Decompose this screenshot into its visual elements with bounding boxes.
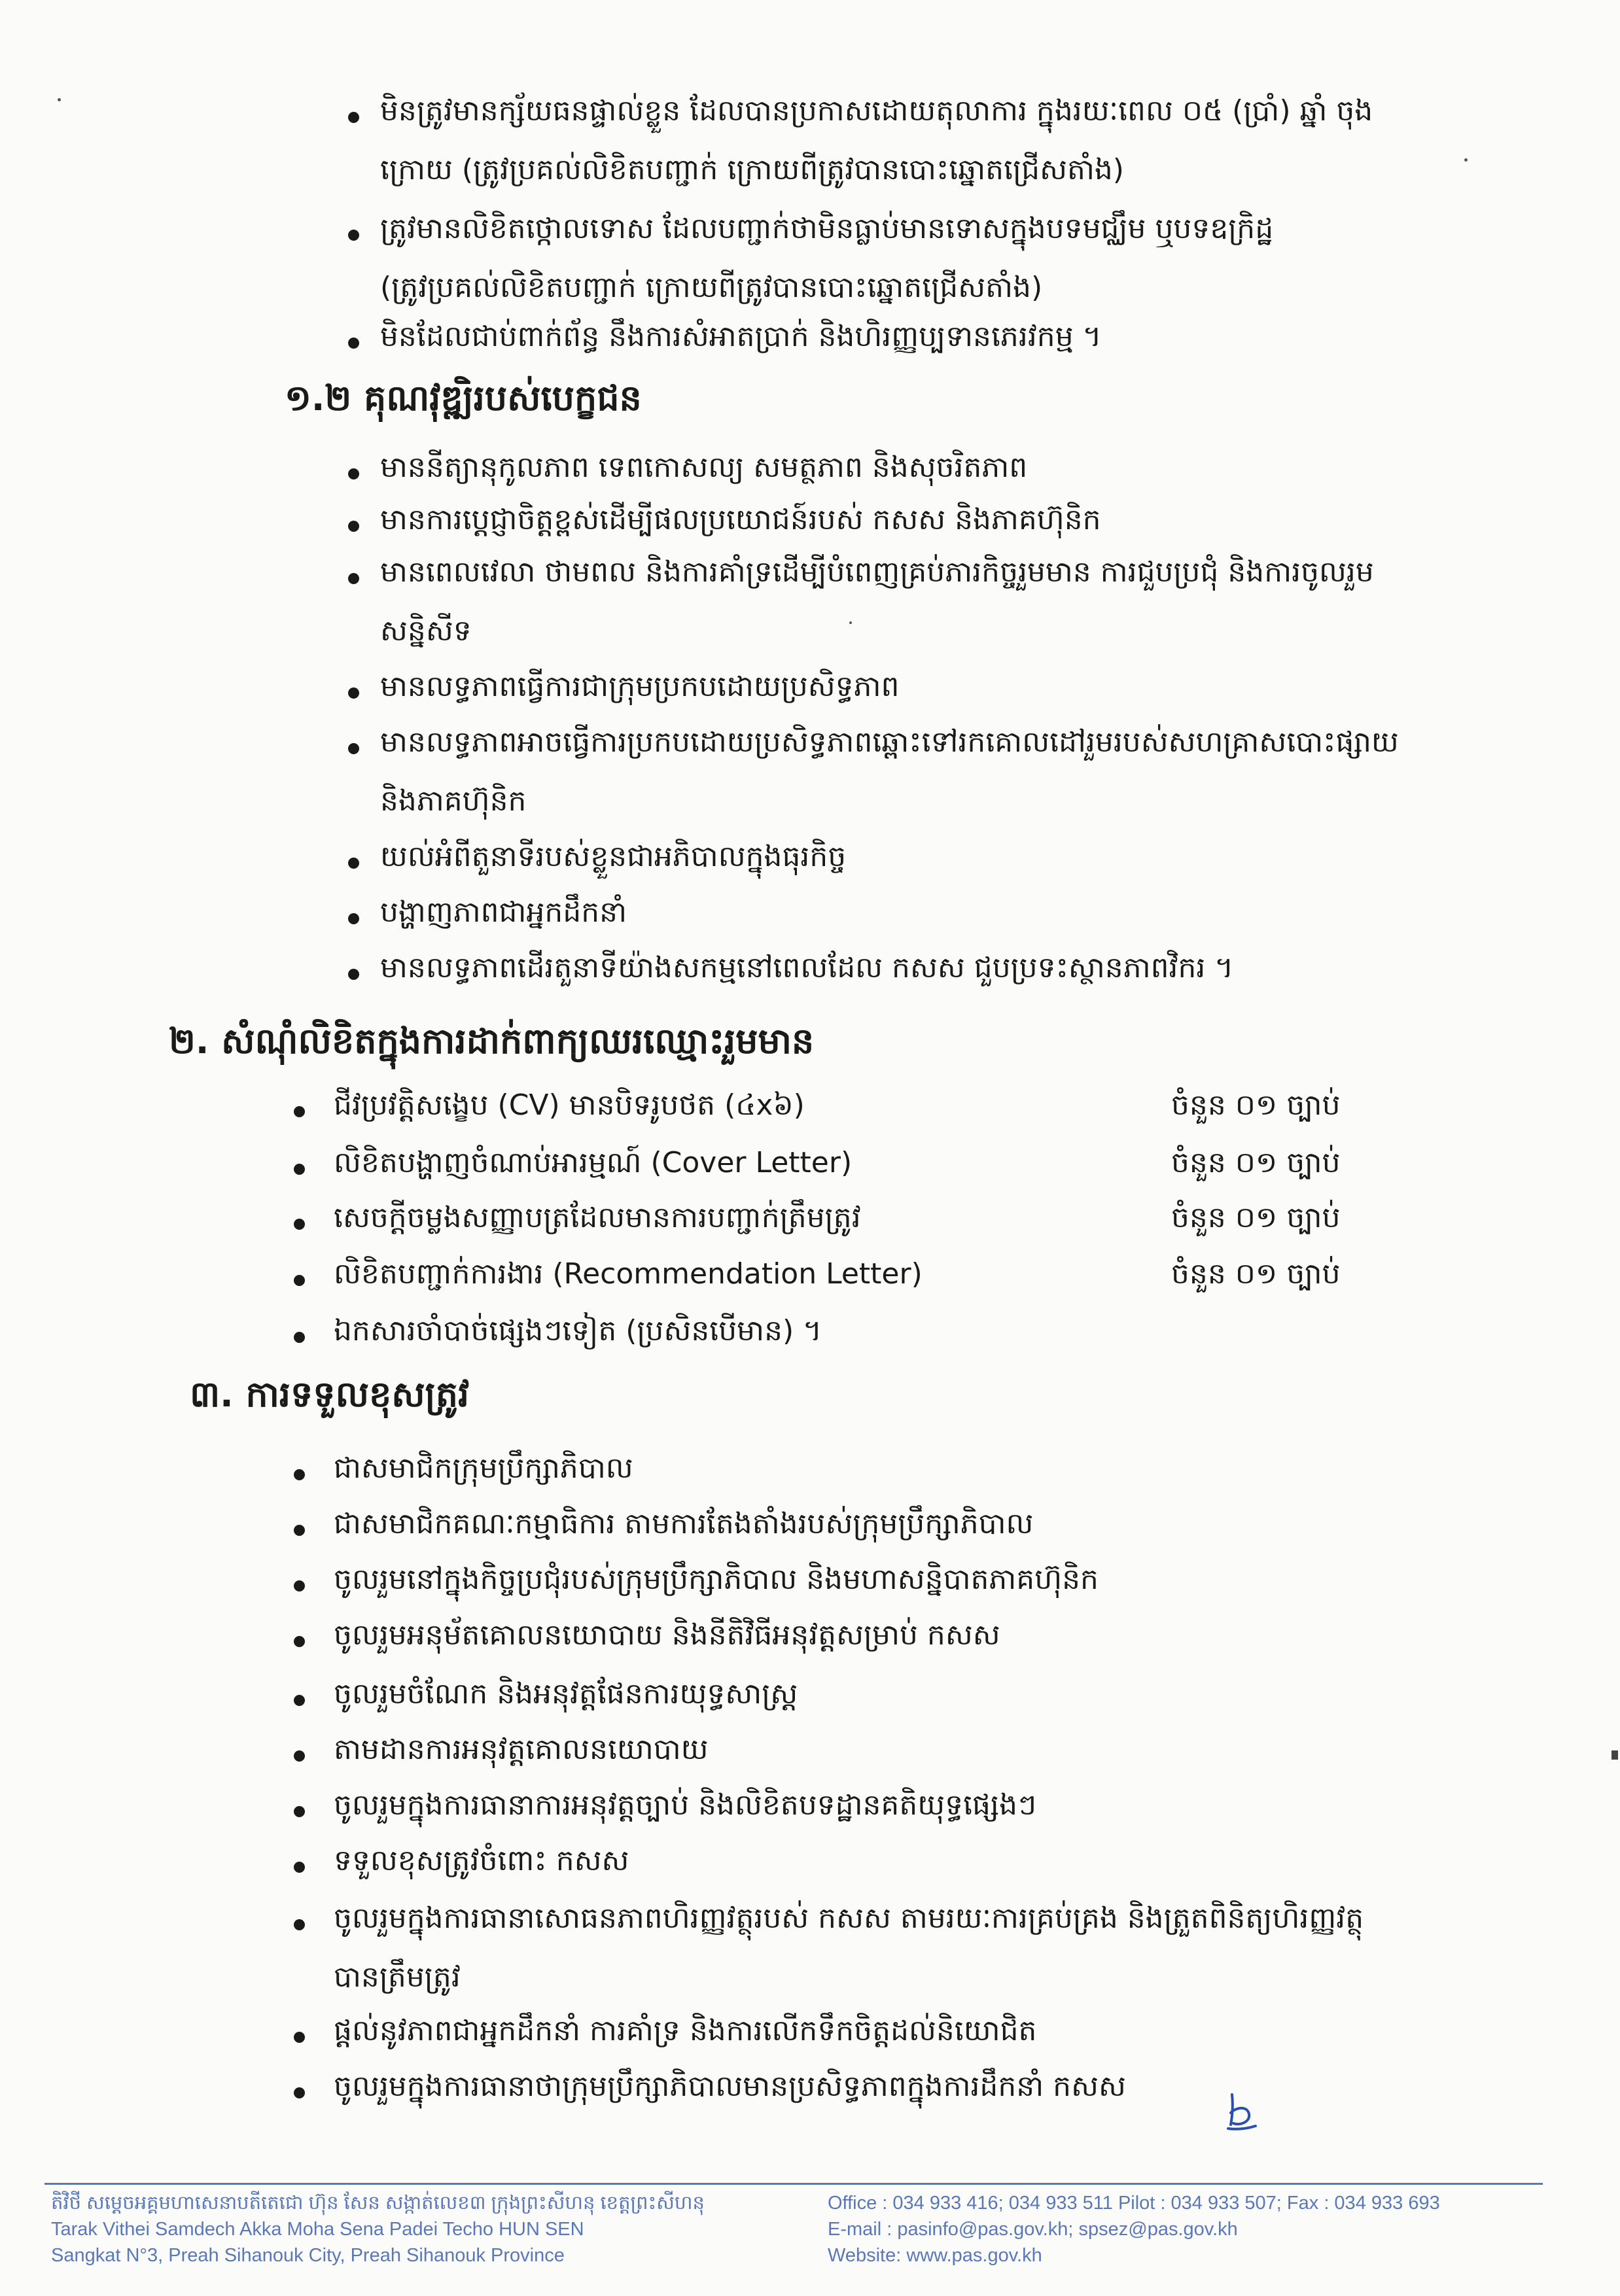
list-item-line: មិនដែលជាប់ពាក់ព័ន្ធ នឹងការសំអាតប្រាក់ និងហិរញ្ញប្បទានភេរវកម្ម ។: [380, 320, 1102, 353]
bullet-icon: [348, 521, 359, 532]
list-item-line: ជាសមាជិកក្រុមប្រឹក្សាភិបាល: [334, 1452, 633, 1485]
list-item-line: និងភាគហ៊ុនិក: [380, 784, 527, 818]
section-2-heading: ២. សំណុំលិខិតក្នុងការដាក់ពាក្យឈរឈ្មោះរួមមាន: [169, 1020, 815, 1062]
bullet-icon: [348, 230, 359, 241]
list-item-line: សន្និសីទ: [380, 614, 472, 648]
document-count: ចំនួន ០១ ច្បាប់: [1171, 1146, 1341, 1179]
list-item-line: លិខិតបង្ហាញចំណាប់អារម្មណ៍ (Cover Letter): [334, 1146, 853, 1179]
bullet-icon: [294, 1862, 305, 1873]
bullet-icon: [294, 2087, 305, 2098]
bullet-icon: [348, 913, 359, 924]
list-item-line: មិនត្រូវមានក្ស័យធនផ្ទាល់ខ្លួន ដែលបានប្រកាសដោយតុលាការ ក្នុងរយៈពេល ០៥ (ប្រាំ) ឆ្នាំ ចុង: [380, 94, 1373, 128]
bullet-icon: [348, 338, 359, 349]
footer-contact: [828, 2190, 1440, 2269]
list-item-line: សេចក្តីចម្លងសញ្ញាបត្រដែលមានការបញ្ជាក់ត្រឹមត្រូវ: [334, 1201, 861, 1234]
section-3-heading: ៣. ការទទួលខុសត្រូវ: [190, 1374, 470, 1415]
footer-address: [51, 2190, 705, 2269]
list-item-line: បានត្រឹមត្រូវ: [334, 1960, 461, 1994]
bullet-icon: [348, 573, 359, 584]
bullet-icon: [348, 969, 359, 980]
document-count: ចំនួន ០១ ច្បាប់: [1171, 1201, 1341, 1234]
list-item-line: យល់អំពីតួនាទីរបស់ខ្លួនជាអភិបាលក្នុងធុរកិច្ច: [380, 840, 847, 873]
scan-speck: [849, 621, 852, 624]
footer-address-khmer: តិវិថី សម្តេចអគ្គមហាសេនាបតីតេជោ ហ៊ុន សែន សង្កាត់លេខ៣ ក្រុងព្រះសីហនុ ខេត្តព្រះសីហនុ: [51, 2193, 705, 2214]
bullet-icon: [294, 1580, 305, 1592]
section-1-2-heading: ១.២ គុណវុឌ្ឍិរបស់បេក្ខជន: [285, 377, 642, 419]
scan-edge-mark: [1611, 1750, 1618, 1760]
list-item-line: មានលទ្ធភាពដើរតួនាទីយ៉ាងសកម្មនៅពេលដែល កសស ជួបប្រទះស្ថានភាពវិករ ។: [380, 951, 1234, 984]
bullet-icon: [348, 112, 359, 123]
list-item-line: ចូលរួមចំណែក និងអនុវត្តផែនការយុទ្ធសាស្ត្រ: [334, 1677, 798, 1711]
footer-website: Website: www.pas.gov.kh: [828, 2245, 1042, 2266]
list-item-line: មានលទ្ធភាពធ្វើការជាក្រុមប្រកបដោយប្រសិទ្ធភាព: [380, 670, 900, 703]
footer-address-line-1: Tarak Vithei Samdech Akka Moha Sena Padei Techo HUN SEN: [51, 2219, 584, 2240]
list-item-line: មាននីត្យានុកូលភាព ទេពកោសល្យ សមត្ថភាព និងសុចរិតភាព: [380, 451, 1028, 484]
bullet-icon: [348, 468, 359, 479]
list-item-line: ចូលរួមក្នុងការធានាថាក្រុមប្រឹក្សាភិបាលមានប្រសិទ្ធភាពក្នុងការដឹកនាំ កសស: [334, 2070, 1126, 2103]
list-item-line: ទទួលខុសត្រូវចំពោះ កសស: [334, 1844, 629, 1877]
list-item-line: ចូលរួមនៅក្នុងកិច្ចប្រជុំរបស់ក្រុមប្រឹក្សាភិបាល និងមហាសន្និបាតភាគហ៊ុនិក: [334, 1563, 1099, 1596]
bullet-icon: [294, 1219, 305, 1230]
list-item-line: ចូលរួមក្នុងការធានាសោធនភាពហិរញ្ញវត្ថុរបស់ កសស តាមរយៈការគ្រប់គ្រង និងត្រួតពិនិត្យហិរញ្ញវត្ថុ: [334, 1902, 1364, 1935]
bullet-icon: [348, 687, 359, 699]
document-count: ចំនួន ០១ ច្បាប់: [1171, 1257, 1341, 1291]
list-item-line: (ត្រូវប្រគល់លិខិតបញ្ជាក់ ក្រោយពីត្រូវបានបោះឆ្នោតជ្រើសតាំង): [380, 271, 1043, 304]
list-item-line: មានពេលវេលា ថាមពល និងការគាំទ្រដើម្បីបំពេញគ្រប់ភារកិច្ចរួមមាន ការជួបប្រជុំ និងការចូលរួម: [380, 555, 1374, 589]
list-item-line: បង្ហាញភាពជាអ្នកដឹកនាំ: [380, 896, 627, 929]
list-item-line: ក្រោយ (ត្រូវប្រគល់លិខិតបញ្ជាក់ ក្រោយពីត្រូវបានបោះឆ្នោតជ្រើសតាំង): [380, 153, 1124, 186]
document-count: ចំនួន ០១ ច្បាប់: [1171, 1088, 1341, 1122]
bullet-icon: [294, 1806, 305, 1817]
list-item-line: លិខិតបញ្ជាក់ការងារ (Recommendation Letter): [334, 1257, 923, 1291]
bullet-icon: [294, 1919, 305, 1930]
bullet-icon: [294, 2032, 305, 2043]
bullet-icon: [294, 1525, 305, 1536]
bullet-icon: [348, 743, 359, 754]
list-item-line: ត្រូវមានលិខិតថ្កោលទោស ដែលបញ្ជាក់ថាមិនធ្លាប់មានទោសក្នុងបទមជ្ឈឹម ឬបទឧក្រិដ្ឋ: [380, 212, 1274, 245]
list-item-line: មានការប្តេជ្ញាចិត្តខ្ពស់ដើម្បីផលប្រយោជន៍របស់ កសស និងភាគហ៊ុនិក: [380, 503, 1101, 536]
list-item-line: ចូលរួមក្នុងការធានាការអនុវត្តច្បាប់ និងលិខិតបទដ្ឋានគតិយុទ្ធផ្សេងៗ: [334, 1788, 1037, 1822]
bullet-icon: [294, 1164, 305, 1175]
list-item-line: មានលទ្ធភាពអាចធ្វើការប្រកបដោយប្រសិទ្ធភាពឆ្ពោះទៅរកគោលដៅរួមរបស់សហគ្រាសបោះផ្សាយ: [380, 725, 1399, 759]
footer-email: E-mail : pasinfo@pas.gov.kh; spsez@pas.gov.kh: [828, 2219, 1238, 2240]
list-item-line: ជាសមាជិកគណៈកម្មាធិការ តាមការតែងតាំងរបស់ក្រុមប្រឹក្សាភិបាល: [334, 1507, 1034, 1540]
scan-speck: [1464, 158, 1468, 162]
bullet-icon: [294, 1750, 305, 1762]
bullet-icon: [294, 1106, 305, 1117]
list-item-line: ចូលរួមអនុម័តគោលនយោបាយ និងនីតិវិធីអនុវត្តសម្រាប់ កសស: [334, 1618, 1000, 1652]
footer-rule: [44, 2183, 1543, 2185]
list-item-line: ជីវប្រវត្តិសង្ខេប (CV) មានបិទរូបថត (៤x៦): [334, 1088, 805, 1122]
list-item-line: ផ្តល់នូវភាពជាអ្នកដឹកនាំ ការគាំទ្រ និងការលើកទឹកចិត្តដល់និយោជិត: [334, 2014, 1037, 2047]
bullet-icon: [294, 1275, 305, 1286]
bullet-icon: [294, 1636, 305, 1647]
bullet-icon: [294, 1332, 305, 1343]
handwritten-initial: [1220, 2087, 1259, 2132]
footer-phone: Office : 034 933 416; 034 933 511 Pilot : 034 933 507; Fax : 034 933 693: [828, 2193, 1440, 2214]
bullet-icon: [294, 1695, 305, 1706]
list-item-line: តាមដានការអនុវត្តគោលនយោបាយ: [334, 1733, 709, 1766]
bullet-icon: [348, 858, 359, 869]
bullet-icon: [294, 1469, 305, 1480]
scan-speck: [58, 98, 61, 101]
list-item-line: ឯកសារចាំបាច់ផ្សេងៗទៀត (ប្រសិនបើមាន) ។: [334, 1314, 822, 1348]
footer-address-line-2: Sangkat N°3, Preah Sihanouk City, Preah Sihanouk Province: [51, 2245, 565, 2266]
